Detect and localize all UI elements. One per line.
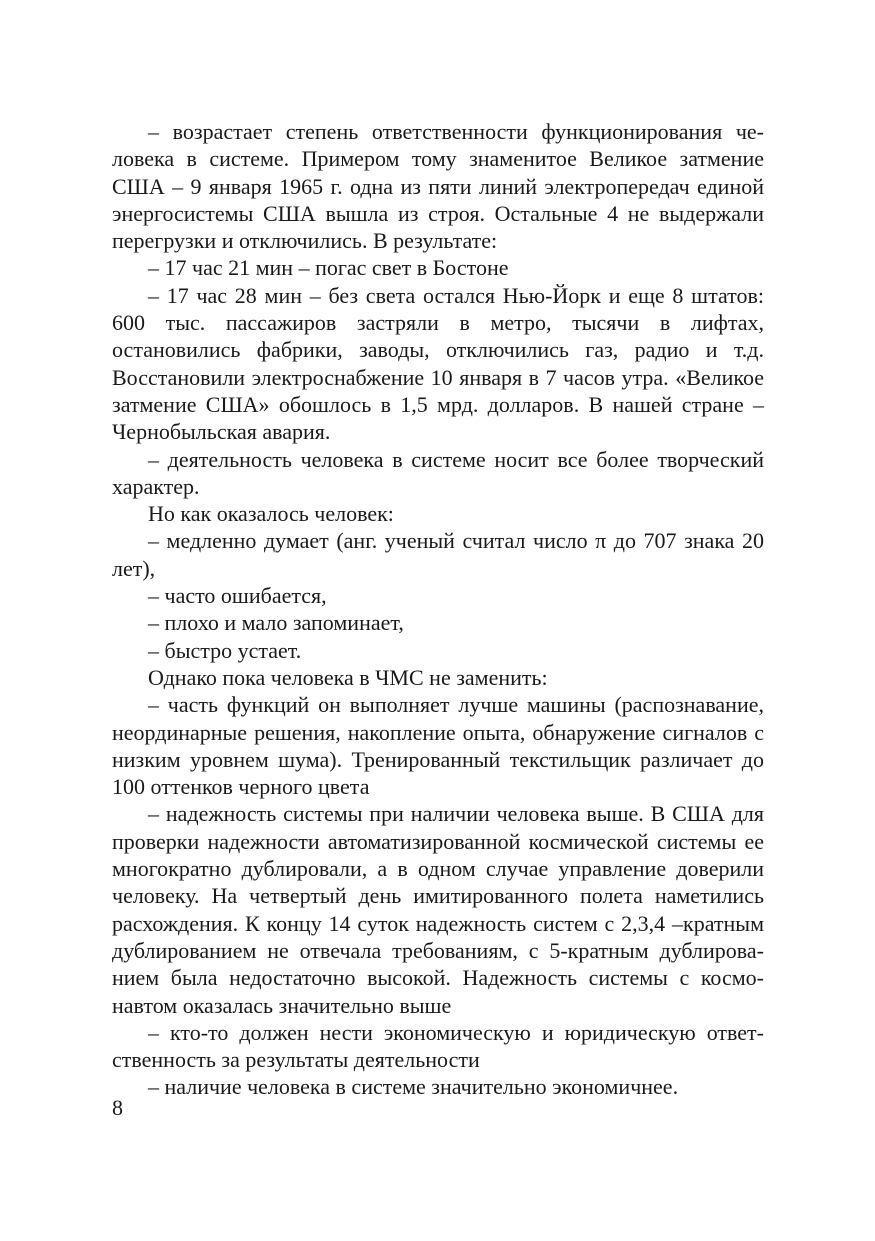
paragraph-but-human: Но как оказалось человек: — [148, 501, 394, 527]
paragraph-economical: – наличие человека в системе значительно экономичнее. — [148, 1074, 679, 1100]
paragraph-cannot-replace: Однако пока человека в ЧМС не заменить: — [148, 664, 548, 690]
paragraph-tires-quickly: – быстро устает. — [148, 637, 302, 663]
paragraph-poor-memory: – плохо и мало запоминает, — [148, 610, 404, 636]
paragraph-errs-often: – часто ошибается, — [148, 583, 327, 609]
paragraph-liability: – кто-то должен нести экономическую и юридическую ответственность за результаты деятельности — [112, 1019, 764, 1073]
paragraph-functions-better: – часть функций он выполняет лучше машины (распознавание, неординарные решения, накопление опыта, обнаружение сигналов с низким уровнем шума). Тренированный текстильщик различает до 100 оттенков черного цвета — [112, 692, 764, 800]
paragraph-new-york: – 17 час 28 мин – без света остался Нью-Йорк и еще 8 штатов: 600 тыс. пассажиров застряли в метро, тысячи в лифтах, остановились фабрики, заводы, отключились газ, радио и т.д. Восстановили электроснабжение 10 января в 7 часов утра. «Великое затмение США» обошлось в 1,5 мрд. долларов. В нашей стране – Чернобыльская авария. — [112, 282, 764, 445]
paragraph-reliability: – надежность системы при наличии человека выше. В США для проверки надежности автоматизированной космической системы ее многократно дублировали, а в одном случае управление доверили человеку. На четвертый день имитированного полета наметились расхождения. К концу 14 суток надежность систем с 2,3,4 –кратным дублированием не отвечала требованиям, с 5-кратным дублированием была недостаточно высокой. Надежность системы с космонавтом оказалась значительно выше — [112, 801, 764, 1018]
paragraph-boston: – 17 час 21 мин – погас свет в Бостоне — [148, 255, 509, 281]
paragraph-responsibility: – возрастает степень ответственности функционирования человека в системе. Примером тому знаменитое Великое затмение США – 9 января 1965 г. одна из пяти линий электропередач единой энергосистемы США вышла из строя. Остальные 4 не выдержали перегрузки и отключились. В результате: — [112, 119, 764, 254]
page-body — [112, 118, 764, 1101]
page-number: 8 — [112, 1095, 123, 1120]
paragraph-thinks-slowly: – медленно думает (анг. ученый считал число π до 707 знака 20 лет), — [112, 528, 764, 581]
paragraph-creative: – деятельность человека в системе носит все более творческий характер. — [112, 446, 764, 499]
